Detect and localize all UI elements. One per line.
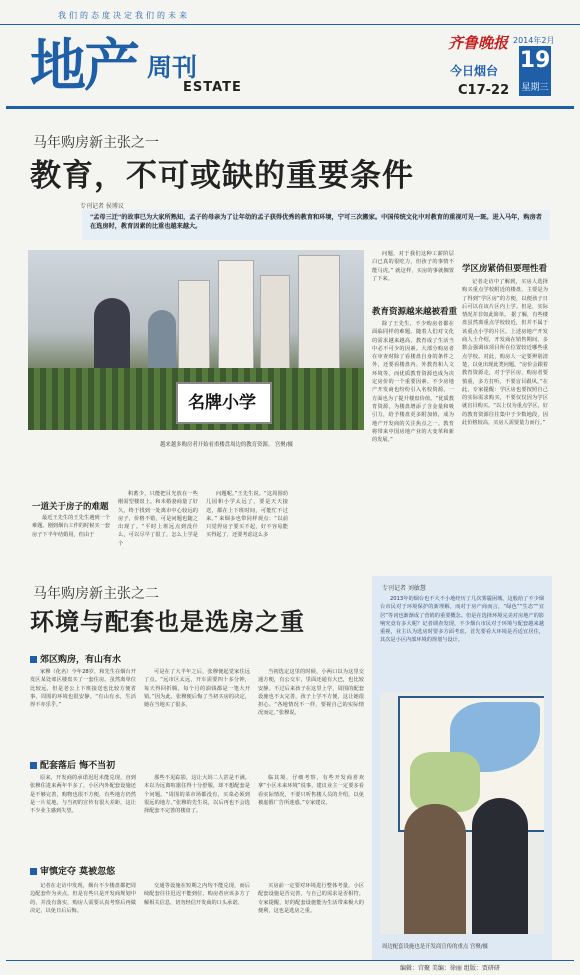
article1-col4b: 除了王先生，不少购房者都在面临同样的难题。随着人们对文化的需求越来越高，教育成了生活当中必不可少的因素。大部分购房者在审查时除了看楼盘自身的条件之外，还要看楼盘内、外教育和人文环境等。而优质教育资源也成为决定房价的一个重要因素。不少房地产开发商也纷纷引入名校资源，一方面也为了提升楼盘价值。“优质教育资源，为楼盘增添了含金量和吸引力，给予楼盘更多附加值，成为地产开发商的关注焦点之一。教育将带来中国房地产业的大变革和新的发展。” bbox=[372, 321, 454, 444]
article2-sec2-col1: 原来，开发商的承诺迟迟未能兑现，直到张穆住进来两年半多了，小区内外配套设施还是不够完善，购物也很不方便，有些地方仍然是一片荒地，与当初的宣传有很大差距，这让不少业主感到失望。 bbox=[30, 775, 136, 815]
article1-sec1-title: 一道关于房子的难题 bbox=[32, 502, 109, 512]
person-figure bbox=[404, 804, 466, 934]
article2-sec1-title: 郊区购房，有山有水 bbox=[30, 652, 121, 665]
page-code: C17-22 bbox=[458, 83, 510, 98]
section-marker bbox=[30, 868, 37, 875]
person-figure bbox=[472, 798, 528, 934]
section-marker bbox=[30, 762, 37, 769]
article1-photo-caption: 越来越多购房者开始看重楼盘周边的教育资源。 宫聚/摄 bbox=[160, 442, 293, 448]
footer-rule bbox=[6, 960, 574, 961]
person-figure bbox=[94, 298, 130, 368]
date-month: 2014年2月 bbox=[513, 36, 555, 45]
article1-lead: "孟母三迁"的故事已为大家所熟知，孟子的母亲为了让年幼的孟子获得优秀的教育和环境，宁可三次搬家。中国传统文化中对教育的重视可见一斑。进入马年，购房者在选房时，教育因素的比重也越来越大。 bbox=[90, 214, 542, 230]
person-figure bbox=[148, 310, 176, 368]
map-green bbox=[410, 752, 480, 812]
day-number: 19 bbox=[519, 48, 551, 73]
article2-sec1-col2: 可是在了大半年之后，张穆便起觉家住远了点。“远市区太远，开车需要四十多分钟，每天得回折腾，每个月的油钱都是一笔大开销。”因为此，张穆便后悔了当初买房的决定，她在当地买了很多。 bbox=[144, 669, 250, 709]
article2-sec3-col1: 记者在走访中发现，烟台不少楼盘都把周边配套作为卖点，但是有些只是开发商规划中的，并没有落实，购房人需要认真考察后再做决定，以免日后后悔。 bbox=[30, 883, 136, 914]
article2-kicker: 马年购房新主张之二 bbox=[33, 586, 159, 602]
article1-col2: 积蓄少，只能把目光放在一些刚需型楼盘上。和未婚妻商量了好久，终于找到一处离市中心较远的房子，价格不错，可是问题也随之出现了。“平时上班远点到没什么，可以尽早了很了，怎么上学是个 bbox=[118, 491, 198, 547]
sidebar-byline: 专刊记者 刘敏慧 bbox=[382, 585, 426, 592]
article2-sec1-col1: 家穆（化名）今年28岁，和先生在烟台开发区某处郊区楼盘买了一套住房。虽然离单位比较远，但是老公上下班接送也比较方便省事，周围的环境也很安静。“有山有水，生活得不亦乐乎。” bbox=[30, 669, 136, 709]
weekday: 星期三 bbox=[521, 83, 549, 93]
paper-name: 齐鲁晚报 bbox=[448, 34, 509, 52]
article1-col3: 问题呢。”王先生说。“这周围幼儿园和小学太远了，要是天天接送，都在上下班时间，可能忙不过来。” 来烟多也带同样观点：“以前只觉得房子要买不起，好不容易能买得起了，还要考虑这么多 bbox=[206, 491, 288, 539]
header-bottom-rule bbox=[6, 106, 574, 109]
article2-sec3-col2: 交通等设施在短期之内均不能兑现，而后续配套往往迟迟不能到位，购房者应该多方了解相关信息，切勿轻信开发商的口头承诺。 bbox=[144, 883, 250, 906]
edition: 今日烟台 bbox=[450, 64, 499, 78]
article1-sec3-title: 学区房紧俏但要理性看 bbox=[462, 264, 548, 274]
section-marker bbox=[30, 656, 37, 663]
article2-sec3-col3: 买房前一定要对环境进行整体考量，小区配套设施是否完善，与自己的需求是否相符。专家提醒，好的配套设施能为生活带来极大的便利，这也是选房之重。 bbox=[258, 883, 364, 914]
title-en: ESTATE bbox=[183, 80, 242, 95]
article2-sec3-title: 审慎定夺 莫被忽悠 bbox=[30, 864, 115, 877]
title-sub: 周刊 bbox=[147, 53, 198, 82]
article2-sec1-col3: 当初选定这里的时候，小两口以为这里交通方便，有公交车，里面还通有大巴，也比较安静。不过后来孩子在这里上学，周围的配套设施也不太完善，孩子上学不方便，这让她很担心。“各地情况不一样，要视自己的实际情况而定。”张穆说。 bbox=[258, 669, 364, 717]
photo-sign-text: 名牌小学 bbox=[188, 393, 256, 413]
article1-headline: 教育，不可或缺的重要条件 bbox=[30, 158, 414, 194]
motto: 我们的态度决定我们的未来 bbox=[58, 11, 190, 20]
sidebar-photo-caption: 周边配套设施也是开发商宣传的重点 宫聚/摄 bbox=[382, 944, 488, 950]
article2-sec2-col2: 那些不见踪影，这让大妈二人甚是不满。本以为远离喧嚣住得十分舒服，却不想配套是个问题。“周围的菜市场都没有，买菜必须到很远的地方。”张穆的先生说，以后再也不会选择配套不完善的楼盘了。 bbox=[144, 775, 250, 815]
article2-sec2-col3: 临其境，仔细考察，有些开发商喜欢拿“小区未来环境”说事，建议业主一定要多看看实际情况，不要只听售楼人员的介绍，以免被虚假广告所迷惑。”专家建议。 bbox=[258, 775, 364, 806]
sidebar-text: 2013年的烟台也不大不小地经历了几次雾霾困城，这般给了不少烟台市民对于环境保护的新理解，而对于房产商而言，“绿色”“生态”“宜居”等词也渐渐成了营销的重要概念。但是在选择环境完美对房地产的影响究竟有多大呢？记者调查发现，不少烟台市民对于环境与配套越来越重视，业主认为选房时要多方面考虑，首先要看大环境是否适宜居住，其次是小区内部环境的规划与设计。 bbox=[380, 596, 544, 644]
article1-kicker: 马年购房新主张之一 bbox=[33, 135, 159, 151]
article1-byline: 专刊记者 侯博议 bbox=[80, 203, 124, 210]
article2-headline: 环境与配套也是选房之重 bbox=[30, 608, 305, 636]
article2-sec2-title: 配套落后 悔不当初 bbox=[30, 758, 115, 771]
article1-sec2-title: 教育资源越来越被看重 bbox=[372, 307, 458, 317]
sidebar-photo bbox=[380, 692, 544, 934]
article1-col1: 最近王先生的王先生遇到一个难题。刚到烟台工作的时候买一套房子下半年结婚用，但由于 bbox=[32, 515, 110, 538]
footer-credits: 编辑：宫聚 美编：徐丽 组版：贾研研 bbox=[400, 965, 500, 972]
article1-col6: 记者走访中了解到，买房人选择购买重点学校附近的楼盘，主要是为了得到“学区房”的方便，以便孩子日后可以在该片区内上学。但是，实际情况并非如此简单。 据了解，有些楼盘虽然离重点学校较近，但并不属于该重点小学的片区。上述房地产开发商人士介绍，开发商在销售期间，多数会强调该项目所在位置较近哪些重点学校。对此，购房人一定要辨别清楚，以免出现此类问题。“房价会跟着教育资源走，对于学区房，购房者要慎重，多方打听，不要盲目跟风。”在此，专家提醒：学区房也要按照自己的实际需求购买，不要仅仅因为学区就盲目购买。“以上仅为重点学区，好的教育资源往往集中于少数地段，因此价格较高，买房人需要量力而行。” bbox=[462, 279, 548, 427]
title-main: 地产 bbox=[30, 34, 138, 99]
article1-photo bbox=[28, 250, 364, 430]
article1-col4: 问题，对于我们这种工薪阶层白已真的很吃力，但孩子的事情不能马虎。” 就这样，买房的事就搁置了下来。 bbox=[372, 251, 454, 282]
